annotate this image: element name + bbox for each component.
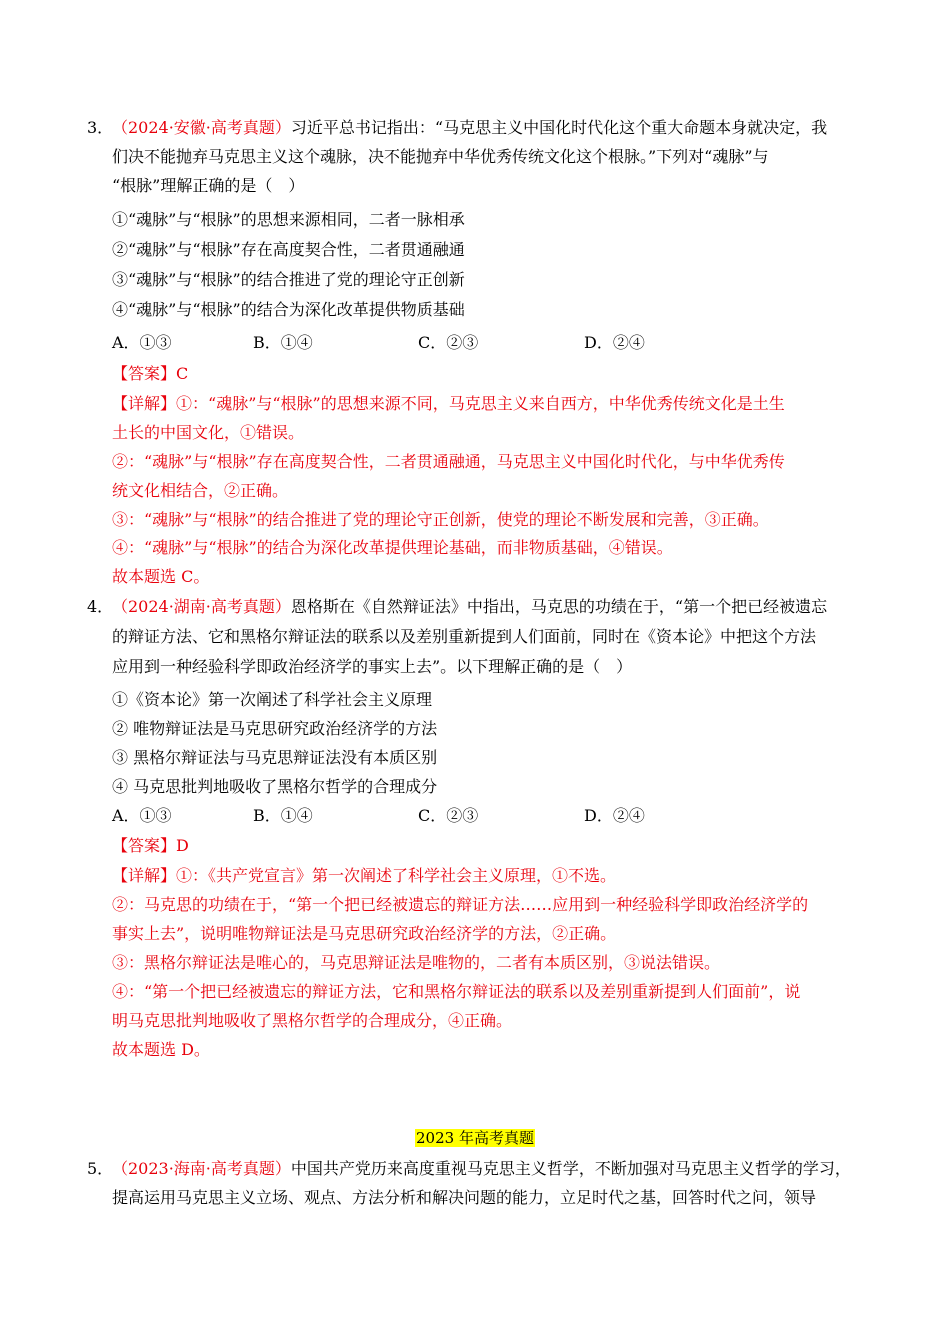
q3-detail-line-4: 统文化相结合，②正确。 xyxy=(112,481,289,500)
q4-option-c: C．②③ xyxy=(418,806,479,825)
q4-answer: 【答案】D xyxy=(112,836,189,855)
q4-detail-line-6: 明马克思批判地吸收了黑格尔哲学的合理成分，④正确。 xyxy=(112,1011,513,1030)
q4-stem-line-1: （2024·湖南·高考真题）恩格斯在《自然辩证法》中指出，马克思的功绩在于，“第一个把已经被遗忘 xyxy=(112,597,828,616)
q3-detail-line-1: 【详解】①：“魂脉”与“根脉”的思想来源不同，马克思主义来自西方，中华优秀传统文化是土生 xyxy=(112,394,785,413)
q3-source: （2024·安徽·高考真题） xyxy=(112,118,291,137)
q3-statement-4: ④“魂脉”与“根脉”的结合为深化改革提供物质基础 xyxy=(112,300,465,319)
q4-statement-3: ③ 黑格尔辩证法与马克思辩证法没有本质区别 xyxy=(112,748,438,767)
q3-detail-line-2: 土长的中国文化，①错误。 xyxy=(112,423,305,442)
q3-detail-line-6: ④：“魂脉”与“根脉”的结合为深化改革提供理论基础，而非物质基础，④错误。 xyxy=(112,538,673,557)
q4-option-d: D．②④ xyxy=(584,806,645,825)
q3-option-a: A．①③ xyxy=(112,333,172,352)
q5-stem-line-2: 提高运用马克思主义立场、观点、方法分析和解决问题的能力，立足时代之基，回答时代之问，领导 xyxy=(112,1188,817,1207)
q3-detail-line-5: ③：“魂脉”与“根脉”的结合推进了党的理论守正创新，使党的理论不断发展和完善，③正确。 xyxy=(112,510,769,529)
q4-option-b: B．①④ xyxy=(253,806,313,825)
q4-stem-line-3: 应用到一种经验科学即政治经济学的事实上去”。以下理解正确的是（ ） xyxy=(112,657,633,676)
q4-detail-line-2: ②：马克思的功绩在于，“第一个把已经被遗忘的辩证方法……应用到一种经验科学即政治经济学的 xyxy=(112,895,809,914)
q4-statement-2: ② 唯物辩证法是马克思研究政治经济学的方法 xyxy=(112,719,438,738)
q4-detail-line-4: ③：黑格尔辩证法是唯心的，马克思辩证法是唯物的，二者有本质区别，③说法错误。 xyxy=(112,953,721,972)
q3-statement-3: ③“魂脉”与“根脉”的结合推进了党的理论守正创新 xyxy=(112,270,465,289)
q4-source: （2024·湖南·高考真题） xyxy=(112,597,291,616)
q4-option-a: A．①③ xyxy=(112,806,172,825)
q3-option-c: C．②③ xyxy=(418,333,479,352)
q4-detail-line-5: ④：“第一个把已经被遗忘的辩证方法，它和黑格尔辩证法的联系以及差别重新提到人们面前”，说 xyxy=(112,982,801,1001)
q3-option-b: B．①④ xyxy=(253,333,313,352)
q5-number: 5． xyxy=(87,1159,114,1178)
q4-detail-line-1: 【详解】①：《共产党宣言》第一次阐述了科学社会主义原理，①不选。 xyxy=(112,866,617,885)
q3-number: 3． xyxy=(87,118,114,137)
q3-answer: 【答案】C xyxy=(112,364,189,383)
q4-statement-1: ①《资本论》第一次阐述了科学社会主义原理 xyxy=(112,690,433,709)
q3-option-d: D．②④ xyxy=(584,333,645,352)
q3-detail-line-3: ②：“魂脉”与“根脉”存在高度契合性，二者贯通融通，马克思主义中国化时代化，与中华优秀传 xyxy=(112,452,785,471)
q3-conclusion: 故本题选 C。 xyxy=(112,567,210,586)
q4-detail-line-3: 事实上去”，说明唯物辩证法是马克思研究政治经济学的方法，②正确。 xyxy=(112,924,617,943)
q3-statement-1: ①“魂脉”与“根脉”的思想来源相同，二者一脉相承 xyxy=(112,210,465,229)
q5-stem-line-1: （2023·海南·高考真题）中国共产党历来高度重视马克思主义哲学，不断加强对马克思主义哲学的学习， xyxy=(112,1159,851,1178)
q5-source: （2023·海南·高考真题） xyxy=(112,1159,291,1178)
q4-number: 4． xyxy=(87,597,114,616)
section-title: 2023 年高考真题 xyxy=(416,1129,534,1147)
q3-statement-2: ②“魂脉”与“根脉”存在高度契合性，二者贯通融通 xyxy=(112,240,465,259)
q3-stem-line-2: 们决不能抛弃马克思主义这个魂脉，决不能抛弃中华优秀传统文化这个根脉。”下列对“魂脉”与 xyxy=(112,147,769,166)
q4-statement-4: ④ 马克思批判地吸收了黑格尔哲学的合理成分 xyxy=(112,777,438,796)
q4-conclusion: 故本题选 D。 xyxy=(112,1040,210,1059)
q4-stem-line-2: 的辩证方法、它和黑格尔辩证法的联系以及差别重新提到人们面前，同时在《资本论》中把这个方法 xyxy=(112,627,817,646)
q3-stem-line-1: （2024·安徽·高考真题）习近平总书记指出：“马克思主义中国化时代化这个重大命题本身就决定，我 xyxy=(112,118,828,137)
q3-stem-line-3: “根脉”理解正确的是（ ） xyxy=(112,176,305,195)
